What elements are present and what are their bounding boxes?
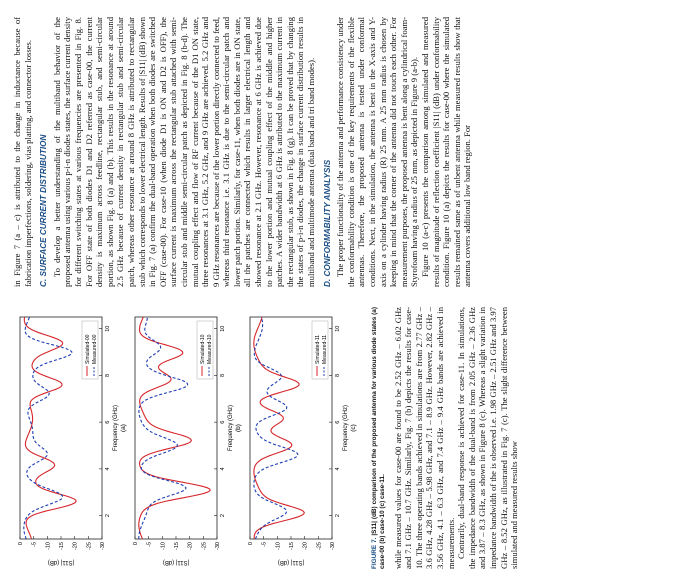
section-heading-surface-current: C. SURFACE CURRENT DISTRIBUTION [39, 134, 49, 287]
body-paragraph: while measured values for case-00 are found to be 2.52 GHz – 6.02 GHz and 7.1 GHz – 10.7 GHz. Similarly, Fig. 7 (b) depicts the results for case-10. The three operating bands achieved in simulations are from 2.77 GHz – 3.6 GHz, 4.28 GHz – 5.98 GHz, and 7.1 – 8.9 GHz. However, 2.82 GHz – 3.56 GHz, 4.1 – 6.3 GHz, and 7.4 GHz – 9.4 GHz bands are achieved in measurements. [392, 307, 456, 569]
y-tick-label: -25 [316, 542, 323, 550]
legend-entry: Simulated-00 [85, 334, 91, 364]
x-tick-label: 10 [105, 325, 111, 332]
figure-label: FIGURE 7. [370, 537, 378, 569]
y-tick-label: -15 [174, 542, 180, 550]
y-tick-label: -15 [59, 542, 65, 550]
legend-entry: Measured-11 [322, 334, 328, 364]
x-tick-label: 2 [220, 514, 226, 518]
legend-entry: Simulated-11 [315, 334, 321, 364]
x-tick-label: 2 [105, 514, 111, 518]
body-paragraph: in Figure 7 (a – c) is attributed to the change in inductance because of fabrication imperfections, soldering, vias platting, and connector losses. [12, 17, 33, 287]
x-axis-label: Frequency (GHz) [228, 404, 234, 452]
y-tick-label: -5 [31, 542, 38, 547]
y-tick-label: -10 [45, 542, 52, 550]
y-tick-label: 0 [18, 542, 24, 546]
y-tick-label: -30 [330, 542, 336, 550]
y-tick-label: -5 [146, 542, 153, 547]
x-tick-label: 6 [220, 420, 226, 424]
right-column [12, 17, 473, 287]
chart-panel [133, 317, 242, 565]
x-tick-label: 10 [335, 325, 341, 332]
section-heading-conformability: D. CONFORMABILITY ANALYSIS [322, 159, 332, 287]
y-axis-label: |S11| (dB) [277, 559, 305, 565]
x-tick-label: 2 [335, 514, 341, 518]
x-axis-label: Frequency (GHz) [343, 404, 349, 452]
y-tick-label: 0 [133, 542, 139, 546]
x-tick-label: 10 [220, 325, 226, 332]
legend-entry: Simulated-10 [200, 334, 206, 364]
x-tick-label: 8 [105, 373, 111, 377]
y-tick-label: -25 [86, 542, 93, 550]
x-tick-label: 4 [105, 467, 111, 471]
chart-panel [248, 317, 357, 565]
body-paragraph: Figure 10 (a-c) presents the comparison among simulated and measured results of magnitude of reflection coefficient |S11| (dB) under conformability condition. Figure 10 (a) depicts the results for case-00 where the simulated results remained same as of unbent antenna while measured results show that antenna covers additional low band region. For [419, 17, 473, 287]
panel-label: (b) [235, 424, 242, 432]
x-tick-label: 8 [335, 373, 341, 377]
x-tick-label: 6 [335, 420, 341, 424]
figure-7 [12, 307, 367, 569]
y-tick-label: -10 [160, 542, 167, 550]
y-tick-label: -30 [215, 542, 221, 550]
y-tick-label: -10 [275, 542, 282, 550]
x-tick-label: 6 [105, 420, 111, 424]
y-tick-label: -5 [261, 542, 268, 547]
x-tick-label: 4 [335, 467, 341, 471]
figure-caption-text: |S11| (dB) comparison of the proposed antenna for various diode states (a) case-00 (b) case-10 (c) case-11. [370, 307, 386, 569]
y-tick-label: -20 [72, 542, 79, 550]
panel-label: (c) [350, 424, 357, 432]
y-tick-label: 0 [248, 542, 254, 546]
legend-entry: Measured-10 [207, 334, 213, 364]
body-paragraph: Contrarily, dual-band response is achieved for case-11. In simulations, the impedance bandwidth of the dual-band is from 2.05 GHz – 2.36 GHz and 3.87 – 8.3 GHz, as shown in Figure 8 (c). Whereas a slight variation in impedance bandwidth of the is observed i.e. 1.98 GHz – 2.51 GHz and 3.97 GHz – 8.52 GHz, as illustrated in Fig. 7 (c). The slight difference between simulated and measured results show [456, 307, 520, 569]
y-axis-label: |S11| (dB) [162, 559, 190, 565]
body-paragraph: The proper functionality of the antenna and performance consistency under the conformability condition is one of the key requirements of the flexible antennas. Therefore, the proposed antenna is tested under conformal conditions. Next, in the simulation, the antenna is bent in the X-axis and Y-axis on a cylinder having radius (R) 25 mm. A 25 mm radius is chosen by keeping in mind that the corner of the antenna did not touch each other. For measurement purposes, the proposed antenna is bent along a cylindrical foam-Styrofoam having a radius of 25 mm, as depicted in Figure 9 (a-b). [335, 17, 420, 287]
x-tick-label: 8 [220, 373, 226, 377]
body-paragraph: To develop a better understanding of the multiband behavior of the proposed antenna using various p-i-n diodes states, the surface current density for different switching states at various frequencies are presented in Fig. 8. For OFF state of both diodes D1 and D2 referred as case-00, the current density is maximum across feedline, rectangular stub, and semi-circular portion, as shown Fig. 8 (a) and (b). This results in the resonance at around 2.5 GHz because of current density in rectangular stub and semi-circular patch, whereas other resonance at around 8 GHz is attributed to rectangular stub which corresponds to lower electrical length. Results of |S11| (dB) shown in Fig. 7 (a) confirm the dual-band operation when both diodes are switched OFF (case-00). For case-10 (when diode D1 is ON and D2 is OFF), the surface current is maximum across the rectangular stub attached with semi-circular stub and middle semi-circular patch as depicted in Fig. 8 (b-d). The mutual coupling effect and flow of RF current because of the D1 ON state, three resonances at 3.1 GHz, 5.2 GHz, and 9 GHz are achieved. 5.2 GHz and 9 GHz resonances are because of the lower portion directly connected to feed, whereas third resonance i.e. 3.1 GHz is due to the semi-circular patch and lower patch portion. Similarly, for case-11, when both diodes are in ON state, all the patches are connected which results in larger electrical length and showed resonance at 2.1 GHz. However, resonance at 6 GHz is achieved due to the lower portion and mutual coupling effect of the middle and higher patches. A wider bandwidth at 6 GHz is attributed to the maximum current in the rectangular stub, as shown in Fig. 8 (g). It can be proved that by changing the states of p-i-n diodes, the change in surface current distribution results in multiband and multimode antenna (dual band and tri band modes). [51, 17, 317, 287]
x-axis-label: Frequency (GHz) [113, 404, 119, 452]
y-tick-label: -25 [201, 542, 208, 550]
legend-entry: Measured-00 [92, 334, 98, 364]
y-tick-label: -20 [187, 542, 194, 550]
figure-7-charts [12, 307, 364, 569]
chart-panel [18, 317, 127, 565]
y-tick-label: -20 [302, 542, 309, 550]
panel-label: (a) [120, 424, 127, 432]
y-axis-label: |S11| (dB) [47, 559, 75, 565]
left-column [12, 307, 520, 569]
y-tick-label: -15 [289, 542, 295, 550]
x-tick-label: 4 [220, 467, 226, 471]
y-tick-label: -30 [100, 542, 106, 550]
figure-caption [371, 307, 387, 569]
